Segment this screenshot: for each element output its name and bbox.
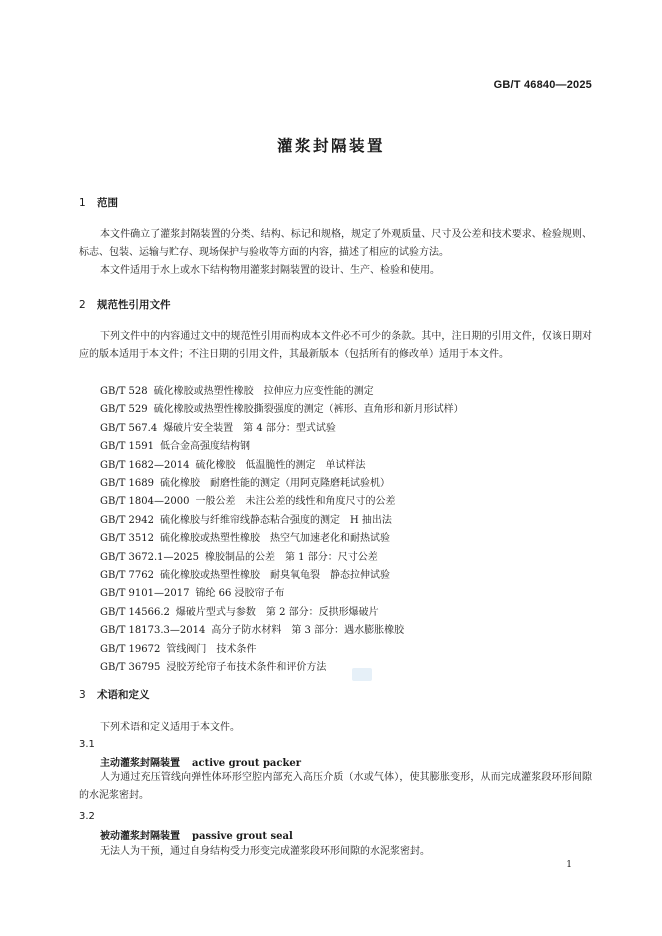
section-number: 1 (79, 197, 86, 209)
list-item (100, 420, 600, 438)
list-item (100, 659, 600, 677)
reference-title: 爆破片安全装置 第 4 部分：型式试验 (163, 422, 336, 434)
list-item (100, 604, 600, 622)
reference-code: GB/T 3512 (100, 533, 155, 545)
list-item (100, 567, 600, 585)
reference-title: 硫化橡胶或热塑性橡胶撕裂强度的测定（裤形、直角形和新月形试样） (153, 404, 464, 416)
reference-title: 硫化橡胶与纤维帘线静态粘合强度的测定 H 抽出法 (160, 514, 392, 526)
reference-code: GB/T 3672.1—2025 (100, 551, 199, 563)
term-number: 3.1 (79, 739, 95, 750)
scope-paragraph-2: 本文件适用于水上或水下结构物用灌浆封隔装置的设计、生产、检验和使用。 (100, 265, 440, 276)
reference-title: 一般公差 未注公差的线性和角度尺寸的公差 (195, 496, 396, 508)
reference-title: 低合金高强度结构钢 (160, 441, 251, 453)
reference-code: GB/T 36795 (100, 662, 161, 674)
reference-title: 浸胶芳纶帘子布技术条件和评价方法 (166, 662, 327, 674)
list-item (100, 493, 600, 511)
reference-code: GB/T 1682—2014 (100, 459, 190, 471)
terms-intro-paragraph: 下列术语和定义适用于本文件。 (100, 722, 240, 733)
reference-title: 硫化橡胶或热塑性橡胶 拉伸应力应变性能的测定 (153, 386, 374, 397)
reference-code: GB/T 9101—2017 (100, 588, 190, 600)
scope-paragraph-1: 本文件确立了灌浆封隔装置的分类、结构、标记和规格，规定了外观质量、尺寸及公差和技术要求、检验规则、标志、包装、运输与贮存、现场保护与验收等方面的内容，描述了相应的试验方法。 (79, 229, 592, 258)
references-intro-paragraph: 下列文件中的内容通过文中的规范性引用而构成本文件必不可少的条款。其中，注日期的引用文件，仅该日期对应的版本适用于本文件；不注日期的引用文件，其最新版本（包括所有的修改单）适用于本文件。 (79, 331, 592, 360)
reference-code: GB/T 19672 (100, 643, 161, 655)
section-heading-scope (79, 195, 118, 210)
list-item (100, 622, 600, 640)
term-chinese: 主动灌浆封隔装置 (100, 758, 180, 769)
reference-code: GB/T 18173.3—2014 (100, 625, 206, 637)
reference-title: 锦纶 66 浸胶帘子布 (195, 588, 285, 600)
section-heading-normative-references (79, 297, 171, 312)
document-title: 灌浆封隔装置 (276, 137, 385, 155)
term-definition: 人为通过充压管线向弹性体环形空腔内部充入高压介质（水或气体），使其膨胀变形，从而完成灌浆段环形间隙的水泥浆密封。 (79, 772, 592, 801)
reference-code: GB/T 567.4 (100, 422, 158, 434)
reference-title: 管线阀门 技术条件 (166, 643, 257, 655)
list-item (100, 530, 600, 548)
list-item (100, 457, 600, 475)
section-title: 范围 (97, 197, 118, 209)
list-item (100, 512, 600, 530)
reference-code: GB/T 1689 (100, 478, 155, 490)
term-title (100, 754, 301, 769)
list-item (100, 549, 600, 567)
list-item (100, 401, 600, 419)
term-definition: 无法人为干预，通过自身结构受力形变完成灌浆段环形间隙的水泥浆密封。 (100, 846, 430, 857)
reference-code: GB/T 529 (100, 404, 148, 416)
reference-code: GB/T 2942 (100, 514, 155, 526)
list-item (100, 641, 600, 659)
term-chinese: 被动灌浆封隔装置 (100, 831, 180, 842)
reference-code: GB/T 7762 (100, 570, 155, 582)
term-number: 3.2 (79, 811, 95, 822)
reference-title: 硫化橡胶或热塑性橡胶 耐臭氧龟裂 静态拉伸试验 (160, 570, 391, 582)
section-title: 规范性引用文件 (97, 299, 171, 311)
section-number: 3 (79, 689, 86, 701)
watermark-mark (352, 668, 372, 681)
reference-title: 爆破片型式与参数 第 2 部分：反拱形爆破片 (175, 606, 379, 618)
list-item (100, 383, 600, 401)
list-item (100, 585, 600, 603)
reference-title: 高分子防水材料 第 3 部分：遇水膨胀橡胶 (211, 625, 405, 637)
reference-code: GB/T 1804—2000 (100, 496, 190, 508)
reference-title: 硫化橡胶 低温脆性的测定 单试样法 (195, 459, 366, 471)
reference-title: 硫化橡胶 耐磨性能的测定（用阿克隆磨耗试验机） (160, 478, 391, 490)
term-english: passive grout seal (192, 831, 293, 842)
list-item (100, 475, 600, 493)
reference-title: 硫化橡胶或热塑性橡胶 热空气加速老化和耐热试验 (160, 533, 391, 545)
reference-code: GB/T 1591 (100, 441, 155, 453)
term-title (100, 827, 293, 842)
section-heading-terms (79, 687, 150, 702)
term-english: active grout packer (192, 758, 302, 769)
list-item (100, 438, 600, 456)
reference-code: GB/T 528 (100, 386, 148, 397)
reference-list (100, 383, 600, 678)
section-number: 2 (79, 299, 86, 311)
standard-code: GB/T 46840—2025 (493, 79, 592, 91)
section-title: 术语和定义 (97, 689, 150, 701)
reference-code: GB/T 14566.2 (100, 606, 170, 618)
page-number: 1 (566, 860, 572, 870)
reference-title: 橡胶制品的公差 第 1 部分：尺寸公差 (205, 551, 378, 563)
